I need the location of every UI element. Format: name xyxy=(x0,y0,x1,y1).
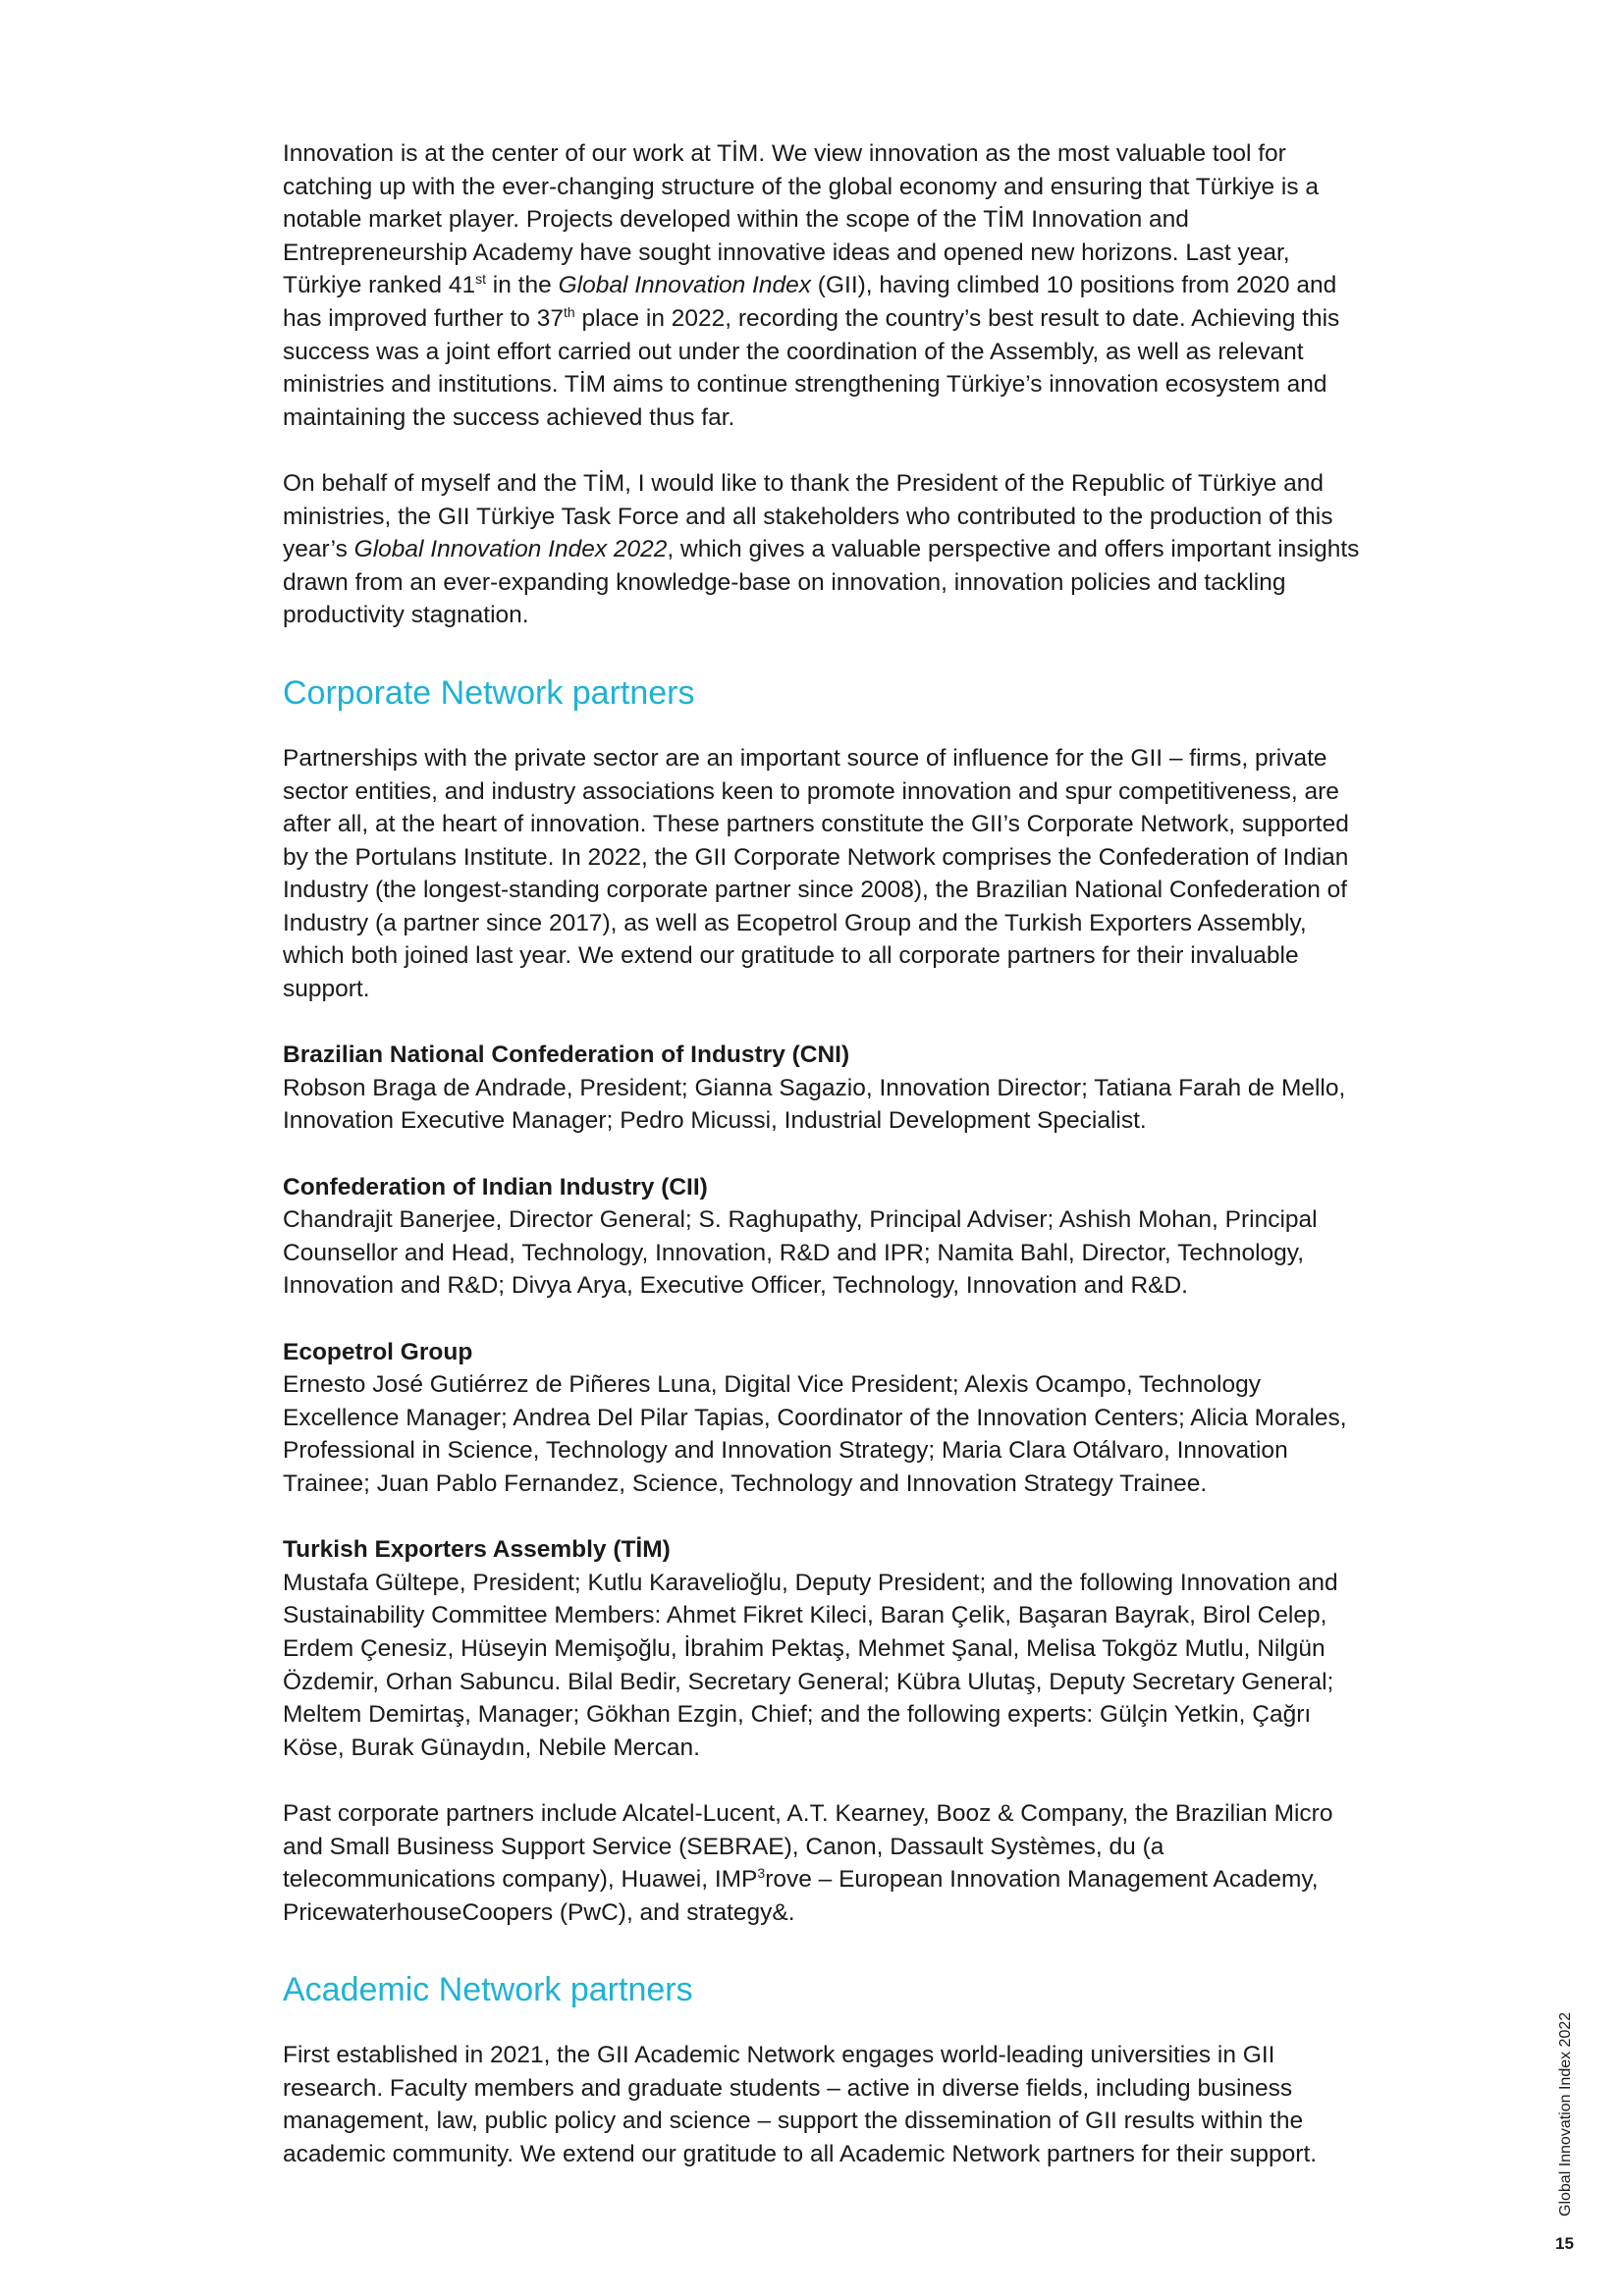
intro-paragraph-2: On behalf of myself and the TİM, I would like to thank the President of the Republic of Türkiye and ministries, the GII Türkiye Task Force and all stakeholders who contributed to the production of this year’s Global Innovation Index 2022, which gives a valuable perspective and offers important insights drawn from an ever-expanding knowledge-base on innovation, innovation policies and tackling productivity stagnation. xyxy=(283,469,1360,629)
corporate-intro: Partnerships with the private sector are an important source of influence for the GII – firms, private sector entities, and industry associations keen to promote innovation and spur competitiveness, are after all, at the heart of innovation. These partners constitute the GII’s Corporate Network, supported by the Portulans Institute. In 2022, the GII Corporate Network comprises the Confederation of Indian Industry (the longest-standing corporate partner since 2008), the Brazilian National Confederation of Industry (a partner since 2017), as well as Ecopetrol Group and the Turkish Exporters Assembly, which both joined last year. We extend our gratitude to all corporate partners for their invaluable support. xyxy=(283,744,1349,1003)
partner-people: Chandrajit Banerjee, Director General; S. Raghupathy, Principal Adviser; Ashish Mohan, Principal Counsellor and Head, Technology, Innovation, R&D and IPR; Namita Bahl, Director, Technology, Innovation and R&D; Divya Arya, Executive Officer, Technology, Innovation and R&D. xyxy=(283,1206,1318,1300)
academic-heading: Academic Network partners xyxy=(283,1971,693,2009)
partner-name: Ecopetrol Group xyxy=(283,1338,473,1365)
publication-title-sidebar: Global Innovation Index 2022 xyxy=(1557,2011,1574,2216)
partner-name: Turkish Exporters Assembly (TİM) xyxy=(283,1536,671,1564)
partner-people: Ernesto José Gutiérrez de Piñeres Luna, Digital Vice President; Alexis Ocampo, Technology Excellence Manager; Andrea Del Pilar Tapias, Coordinator of the Innovation Centers; Alicia Morales, Professional in Science, Technology and Innovation Strategy; Maria Clara Otálvaro, Innovation Trainee; Juan Pablo Fernandez, Science, Technology and Innovation Strategy Trainee. xyxy=(283,1371,1347,1497)
partner-block xyxy=(283,1039,1363,1138)
partner-block xyxy=(283,1336,1363,1501)
partner-name: Brazilian National Confederation of Industry (CNI) xyxy=(283,1041,850,1069)
past-partners-paragraph: Past corporate partners include Alcatel-Lucent, A.T. Kearney, Booz & Company, the Brazilian Micro and Small Business Support Service (SEBRAE), Canon, Dassault Systèmes, du (a telecommunications company), Huawei, IMP$^3$rove – European Innovation Management Academy, PricewaterhouseCoopers (PwC), and strategy&. xyxy=(283,1799,1333,1926)
partner-block xyxy=(283,1171,1363,1303)
intro-paragraph-1: Innovation is at the center of our work at TİM. We view innovation as the most valuable tool for catching up with the ever-changing structure of the global economy and ensuring that Türkiye is a notable market player. Projects developed within the scope of the TİM Innovation and Entrepreneurship Academy have sought innovative ideas and opened new horizons. Last year, Türkiye ranked 41st in the Global Innovation Index (GII), having climbed 10 positions from 2020 and has improved further to 37th place in 2022, recording the country’s best result to date. Achieving this success was a joint effort carried out under the coordination of the Assembly, as well as relevant ministries and institutions. TİM aims to continue strengthening Türkiye’s innovation ecosystem and maintaining the success achieved thus far. xyxy=(283,140,1340,431)
partner-block xyxy=(283,1533,1363,1764)
partner-people: Mustafa Gültepe, President; Kutlu Karavelioğlu, Deputy President; and the following Innovation and Sustainability Committee Members: Ahmet Fikret Kileci, Baran Çelik, Başaran Bayrak, Birol Celep, Erdem Çenesiz, Hüseyin Memişoğlu, İbrahim Pektaş, Mehmet Şanal, Melisa Tokgöz Mutlu, Nilgün Özdemir, Orhan Sabuncu. Bilal Bedir, Secretary General; Kübra Ulutaş, Deputy Secretary General; Meltem Demirtaş, Manager; Gökhan Ezgin, Chief; and the following experts: Gülçin Yetkin, Çağrı Köse, Burak Günaydın, Nebile Mercan. xyxy=(283,1569,1338,1761)
page-content xyxy=(283,137,1363,2204)
corporate-heading: Corporate Network partners xyxy=(283,673,695,712)
partner-people: Robson Braga de Andrade, President; Gianna Sagazio, Innovation Director; Tatiana Farah de Mello, Innovation Executive Manager; Pedro Micussi, Industrial Development Specialist. xyxy=(283,1074,1346,1135)
academic-intro: First established in 2021, the GII Academic Network engages world-leading universities in GII research. Faculty members and graduate students – active in diverse fields, including business management, law, public policy and science – support the dissemination of GII results within the academic community. We extend our gratitude to all Academic Network partners for their support. xyxy=(283,2042,1318,2168)
page-number: 15 xyxy=(1555,2234,1574,2253)
partner-name: Confederation of Indian Industry (CII) xyxy=(283,1173,708,1201)
